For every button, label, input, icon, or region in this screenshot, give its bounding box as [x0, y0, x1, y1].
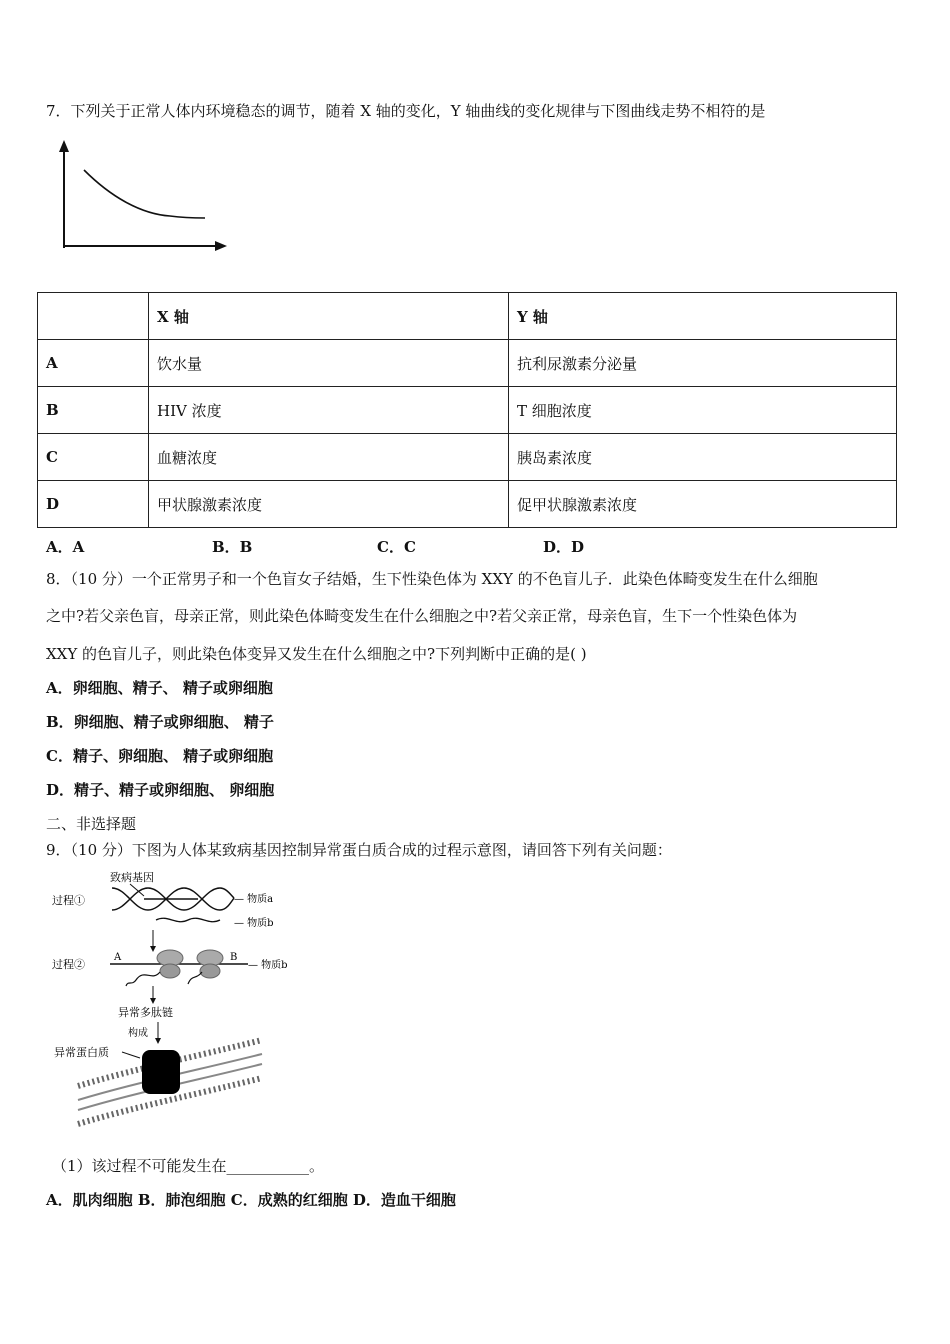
q8-option-d: D．精子、精子或卵细胞、 卵细胞: [46, 781, 275, 799]
x-axis-arrow: [215, 241, 227, 251]
q8-option-b: B．卵细胞、精子或卵细胞、 精子: [46, 713, 274, 731]
mrna-strand: [156, 918, 220, 921]
q9-sub1-options: A．肌肉细胞 B．肺泡细胞 C．成熟的红细胞 D．造血干细胞: [46, 1191, 456, 1209]
table-row: [38, 434, 897, 481]
end-a-label: A: [114, 952, 122, 963]
q8-option-a: A．卵细胞、精子、 精子或卵细胞: [46, 679, 273, 697]
table-cell: Y 轴: [509, 293, 897, 340]
substance-a-label: — 物质a: [234, 894, 274, 905]
q9-figure: [48, 868, 308, 1130]
q7-curve-graph: [50, 138, 235, 253]
section-title: 二、非选择题: [46, 815, 137, 833]
q9-stem: 9．（10 分）下图为人体某致病基因控制异常蛋白质合成的过程示意图，请回答下列有关问题：: [46, 841, 672, 859]
table-cell: A: [38, 340, 149, 387]
decreasing-curve: [84, 170, 205, 218]
table-cell: C: [38, 434, 149, 481]
table-cell: 甲状腺激素浓度: [149, 481, 509, 528]
table-header-row: [38, 293, 897, 340]
process2-label: 过程②: [52, 958, 85, 971]
q7-option-d: D．D: [543, 538, 585, 556]
table-cell: [38, 293, 149, 340]
table-row: [38, 387, 897, 434]
end-b-label: B: [230, 952, 238, 963]
protein-label: 异常蛋白质: [54, 1046, 109, 1059]
q8-stem-line1: 8．（10 分）一个正常男子和一个色盲女子结婚，生下性染色体为 XXY 的不色盲儿子．此染色体畸变发生在什么细胞: [46, 570, 818, 588]
table-row: [38, 481, 897, 528]
y-axis-arrow: [59, 140, 69, 152]
polypeptide-label: 异常多肽链: [118, 1006, 173, 1019]
q8-stem-line3: XXY 的色盲儿子，则此染色体变异又发生在什么细胞之中?下列判断中正确的是( ): [46, 645, 587, 663]
table-cell: B: [38, 387, 149, 434]
table-cell: 饮水量: [149, 340, 509, 387]
table-cell: D: [38, 481, 149, 528]
table-cell: 胰岛素浓度: [509, 434, 897, 481]
q7-stem: 7．下列关于正常人体内环境稳态的调节，随着 X 轴的变化，Y 轴曲线的变化规律与下图曲线走势不相符的是: [46, 102, 766, 120]
table-cell: HIV 浓度: [149, 387, 509, 434]
q7-table: [37, 292, 897, 528]
ribosome-small-1: [160, 964, 180, 978]
table-cell: 促甲状腺激素浓度: [509, 481, 897, 528]
process1-label: 过程①: [52, 894, 85, 907]
q7-option-a: A．A: [46, 538, 85, 556]
q8-stem-line2: 之中?若父亲色盲，母亲正常，则此染色体畸变发生在什么细胞之中?若父亲正常，母亲色盲，生下一个性染色体为: [46, 607, 798, 625]
table-cell: 血糖浓度: [149, 434, 509, 481]
q9-sub1: （1）该过程不可能发生在___________。: [52, 1157, 325, 1175]
q7-option-b: B．B: [212, 538, 253, 556]
constitute-label: 构成: [128, 1028, 148, 1039]
ribosome-small-2: [200, 964, 220, 978]
table-cell: X 轴: [149, 293, 509, 340]
abnormal-protein-shape: [142, 1050, 180, 1094]
table-cell: 抗利尿激素分泌量: [509, 340, 897, 387]
gene-label: 致病基因: [110, 871, 154, 884]
table-cell: T 细胞浓度: [509, 387, 897, 434]
q7-option-c: C．C: [377, 538, 416, 556]
substance-b-label-2: — 物质b: [248, 960, 288, 971]
q8-option-c: C．精子、卵细胞、 精子或卵细胞: [46, 747, 274, 765]
substance-b-label-1: — 物质b: [234, 918, 274, 929]
table-row: [38, 340, 897, 387]
